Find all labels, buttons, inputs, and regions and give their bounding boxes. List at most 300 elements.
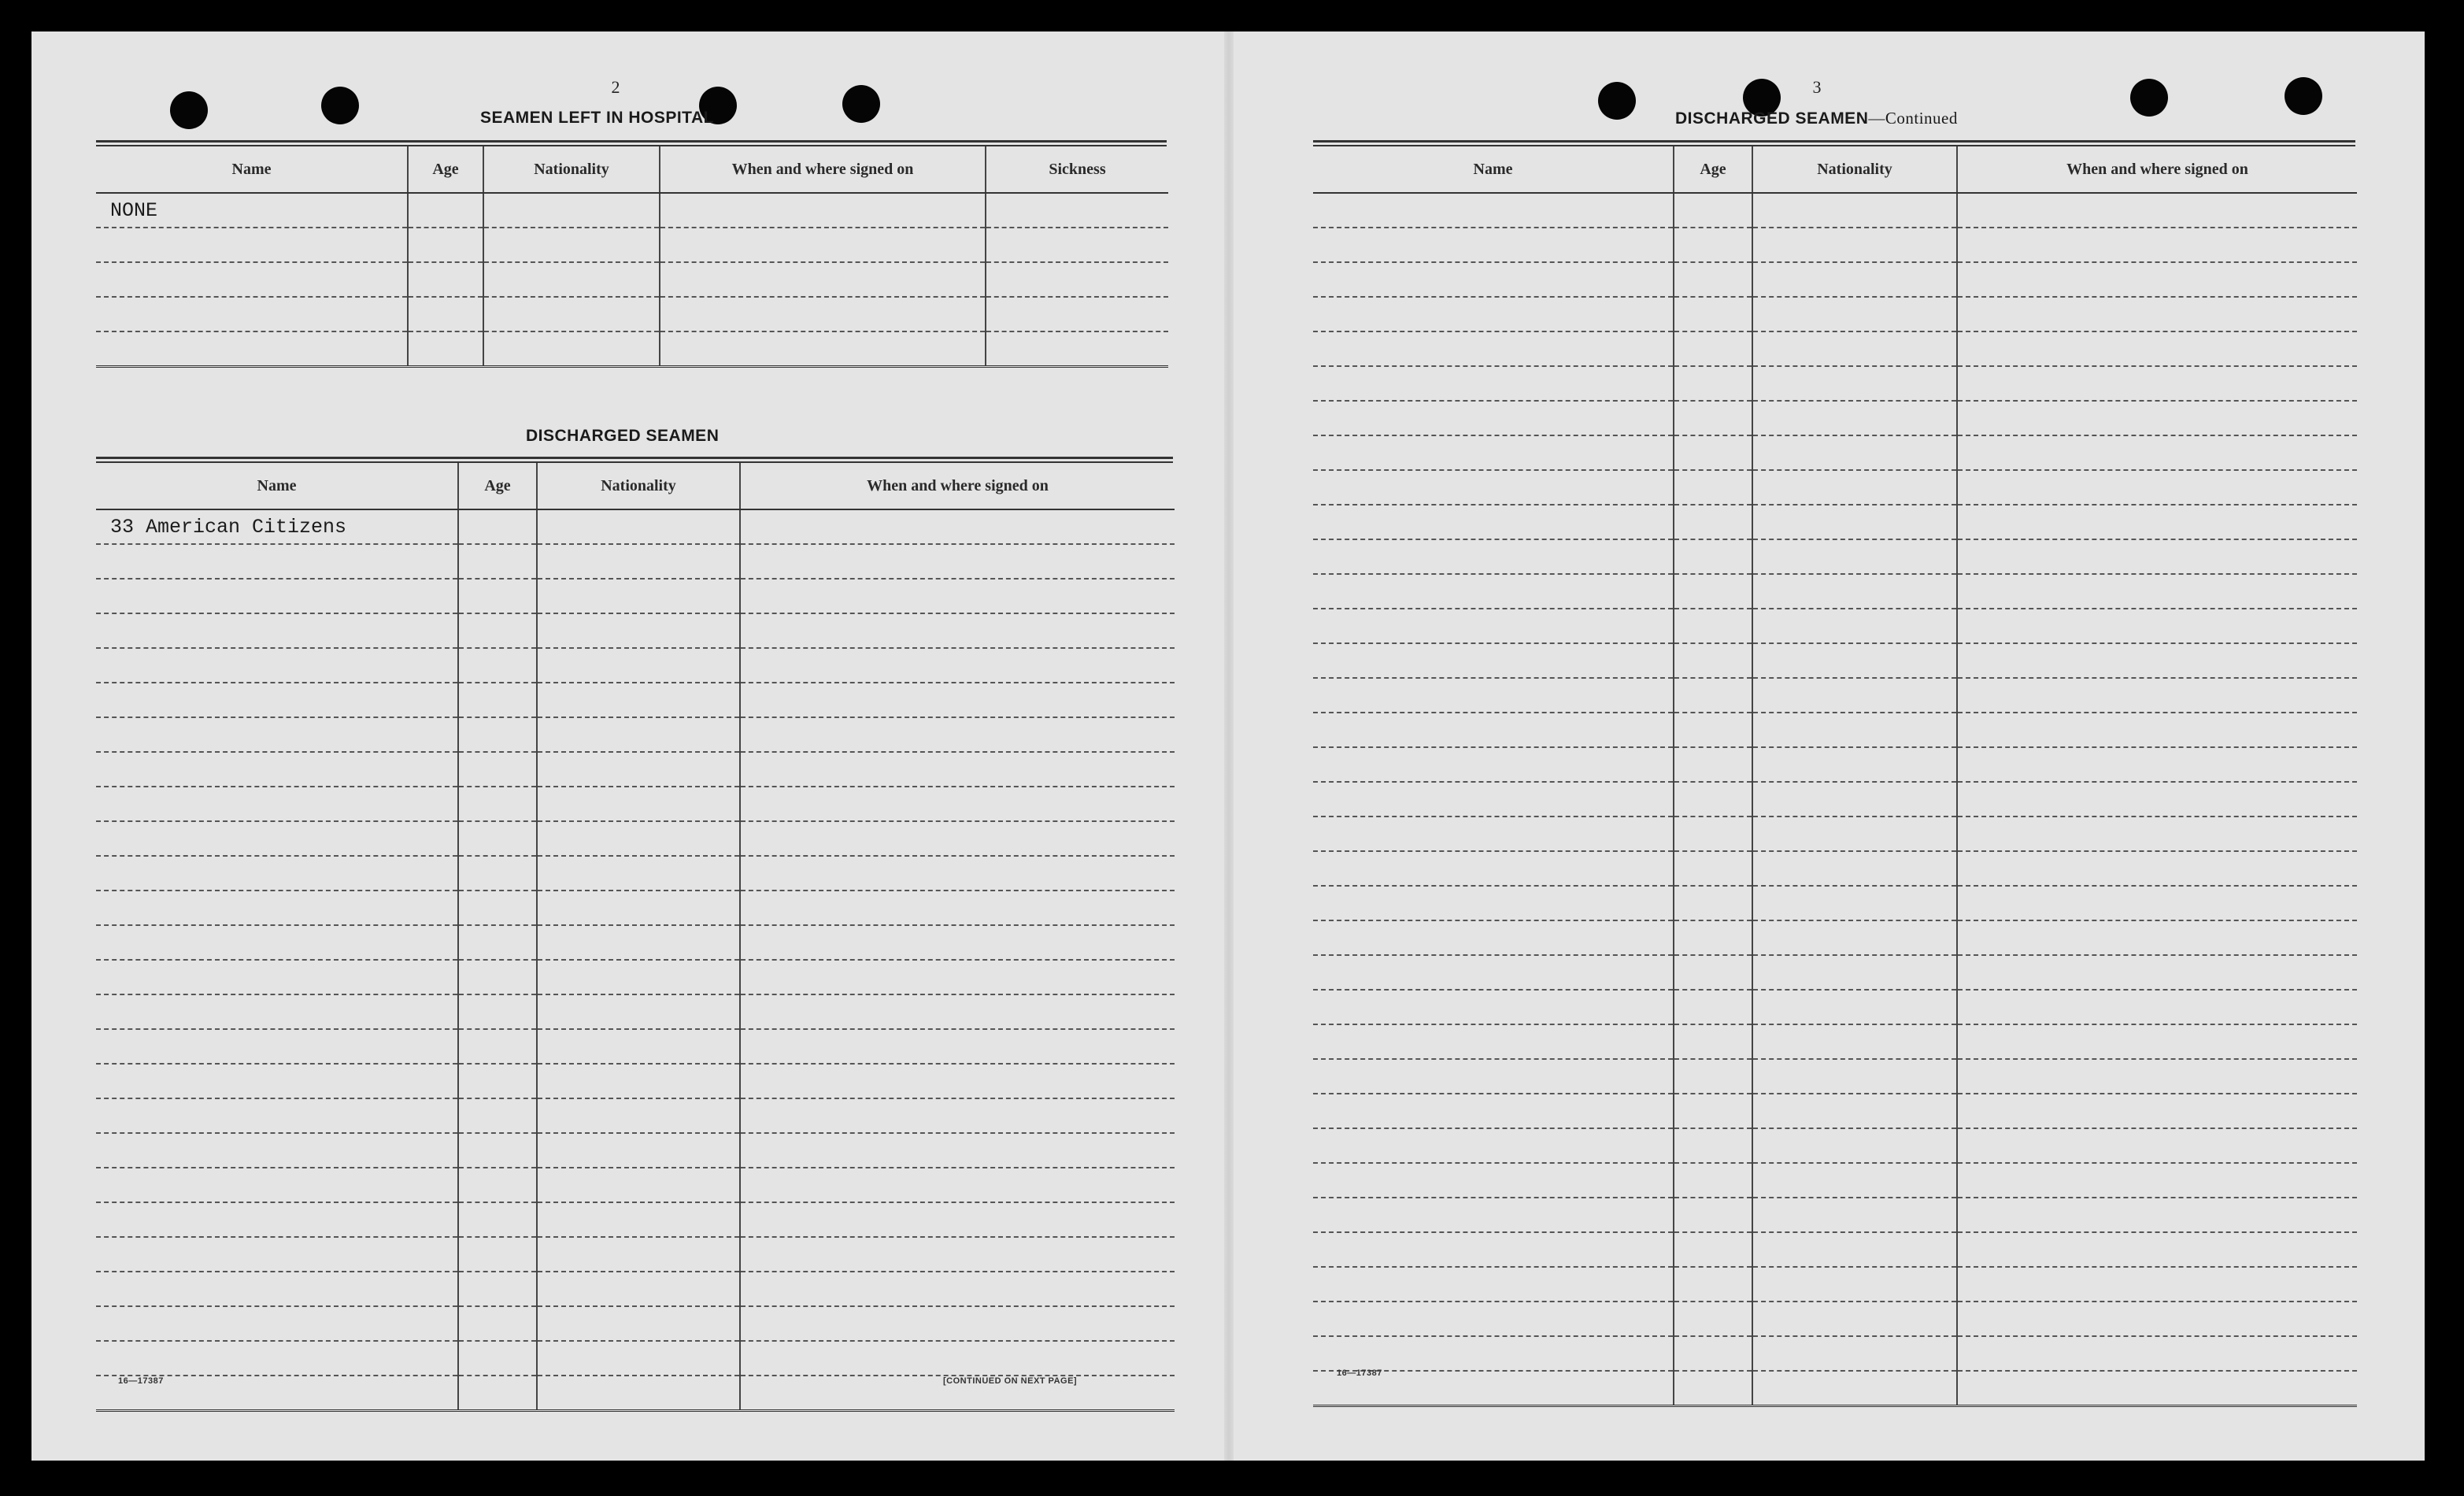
table-cell — [1752, 1336, 1957, 1371]
punch-hole — [1598, 82, 1636, 120]
column-header: Nationality — [1752, 146, 1957, 193]
table-cell — [96, 1341, 458, 1376]
table-cell — [96, 1098, 458, 1133]
table-cell — [458, 752, 537, 787]
hospital-section-title: SEAMEN LEFT IN HOSPITAL — [480, 109, 714, 127]
table-row — [1313, 990, 2357, 1024]
table-cell — [1957, 1302, 2357, 1336]
table-cell — [1957, 1267, 2357, 1302]
table-cell — [1313, 747, 1674, 782]
table-row — [1313, 851, 2357, 886]
table-cell — [740, 1168, 1175, 1202]
table-cell — [660, 262, 986, 297]
table-cell — [1674, 297, 1752, 331]
table-row — [96, 1272, 1175, 1306]
table-cell — [1752, 886, 1957, 920]
table-row — [1313, 1128, 2357, 1163]
table-cell — [1752, 643, 1957, 678]
table-cell — [96, 821, 458, 856]
table-cell — [1674, 539, 1752, 574]
table-cell — [1313, 505, 1674, 539]
table-cell — [1957, 1198, 2357, 1232]
table-cell — [458, 787, 537, 821]
table-cell — [740, 787, 1175, 821]
table-cell — [408, 331, 483, 367]
table-cell — [1957, 1059, 2357, 1094]
table-cell — [96, 262, 408, 297]
table-cell — [986, 228, 1168, 262]
table-cell — [537, 1029, 740, 1064]
title-rule — [96, 457, 1173, 463]
discharged-continued-title — [1675, 109, 1958, 128]
table-cell — [458, 1029, 537, 1064]
table-cell — [1313, 1198, 1674, 1232]
table-cell — [740, 648, 1175, 683]
table-cell — [1674, 643, 1752, 678]
table-cell — [740, 683, 1175, 717]
form-number: 16—17387 — [118, 1376, 164, 1386]
table-cell — [408, 228, 483, 262]
table-row — [1313, 401, 2357, 435]
table-cell — [1674, 401, 1752, 435]
table-cell — [458, 544, 537, 579]
table-cell — [537, 544, 740, 579]
table-row — [1313, 262, 2357, 297]
table-cell — [660, 331, 986, 367]
table-cell — [1957, 228, 2357, 262]
table-row — [1313, 228, 2357, 262]
table-cell — [740, 1133, 1175, 1168]
table-cell — [1674, 193, 1752, 228]
table-cell — [537, 787, 740, 821]
table-cell — [1313, 1024, 1674, 1059]
table-cell — [1752, 366, 1957, 401]
table-cell — [1674, 505, 1752, 539]
table-cell — [458, 1376, 537, 1411]
table-cell — [1674, 366, 1752, 401]
table-cell — [537, 752, 740, 787]
table-row — [96, 1341, 1175, 1376]
table-cell — [1674, 228, 1752, 262]
table-row — [96, 994, 1175, 1029]
table-cell — [1752, 747, 1957, 782]
table-row — [96, 960, 1175, 994]
table-cell — [740, 994, 1175, 1029]
table-cell — [1674, 1371, 1752, 1406]
table-cell — [740, 1306, 1175, 1341]
table-cell — [458, 1306, 537, 1341]
table-cell — [1313, 1094, 1674, 1128]
table-row — [1313, 435, 2357, 470]
table-cell — [537, 1341, 740, 1376]
title-continued: —Continued — [1868, 109, 1958, 128]
table-cell — [1313, 331, 1674, 366]
table-cell — [537, 891, 740, 925]
title-main: DISCHARGED SEAMEN — [1675, 109, 1869, 128]
table-row — [96, 509, 1175, 544]
punch-hole — [2285, 77, 2322, 115]
hospital-table — [96, 146, 1168, 368]
table-cell — [458, 994, 537, 1029]
table-row — [1313, 1232, 2357, 1267]
table-row — [96, 1202, 1175, 1237]
table-row — [96, 1064, 1175, 1098]
table-cell — [1957, 435, 2357, 470]
table-cell — [96, 891, 458, 925]
table-cell — [1313, 262, 1674, 297]
table-cell — [96, 613, 458, 648]
table-cell — [1313, 1163, 1674, 1198]
table-cell — [1752, 470, 1957, 505]
table-cell — [537, 856, 740, 891]
table-cell — [1674, 1232, 1752, 1267]
table-cell — [537, 509, 740, 544]
table-row — [1313, 331, 2357, 366]
table-cell — [96, 994, 458, 1029]
table-cell — [537, 925, 740, 960]
table-cell — [1957, 1163, 2357, 1198]
table-cell — [1752, 851, 1957, 886]
table-cell — [1674, 1163, 1752, 1198]
table-cell — [96, 1168, 458, 1202]
table-cell — [537, 579, 740, 613]
table-row — [1313, 643, 2357, 678]
table-cell — [1752, 1024, 1957, 1059]
table-cell — [1674, 886, 1752, 920]
table-cell — [96, 1306, 458, 1341]
table-cell — [1957, 990, 2357, 1024]
table-cell — [96, 1272, 458, 1306]
table-cell — [1957, 1024, 2357, 1059]
table-cell — [96, 331, 408, 367]
table-row — [1313, 747, 2357, 782]
table-cell — [1313, 401, 1674, 435]
page-number: 2 — [611, 77, 620, 97]
table-cell — [1752, 539, 1957, 574]
table-row — [96, 228, 1168, 262]
table-cell — [483, 262, 660, 297]
form-number: 16—17387 — [1337, 1368, 1382, 1378]
column-header: Age — [408, 146, 483, 193]
table-cell — [1752, 574, 1957, 609]
table-row — [1313, 609, 2357, 643]
table-cell — [660, 193, 986, 228]
table-row — [1313, 297, 2357, 331]
table-cell — [1674, 470, 1752, 505]
table-cell — [1313, 1232, 1674, 1267]
table-row — [96, 891, 1175, 925]
table-cell — [1313, 228, 1674, 262]
table-row — [96, 821, 1175, 856]
table-cell — [1957, 782, 2357, 817]
table-cell — [537, 648, 740, 683]
table-cell — [660, 297, 986, 331]
table-cell — [483, 331, 660, 367]
table-cell — [96, 648, 458, 683]
table-cell — [1957, 1232, 2357, 1267]
table-cell — [96, 1202, 458, 1237]
table-cell — [1957, 747, 2357, 782]
table-row — [1313, 1302, 2357, 1336]
continued-note: [CONTINUED ON NEXT PAGE] — [943, 1376, 1078, 1386]
table-cell — [96, 717, 458, 752]
page-number: 3 — [1812, 77, 1822, 97]
left-page — [31, 31, 1228, 1461]
table-cell — [1752, 1232, 1957, 1267]
table-row — [96, 683, 1175, 717]
column-header: Age — [1674, 146, 1752, 193]
table-cell — [1674, 678, 1752, 713]
column-header: Name — [96, 146, 408, 193]
table-cell — [1752, 262, 1957, 297]
table-row — [1313, 1267, 2357, 1302]
column-header: When and where signed on — [740, 463, 1175, 509]
table-cell — [458, 1098, 537, 1133]
table-row — [96, 1029, 1175, 1064]
table-row — [96, 544, 1175, 579]
table-cell — [1313, 782, 1674, 817]
table-cell — [1957, 643, 2357, 678]
table-cell — [1957, 1336, 2357, 1371]
table-cell — [1674, 1302, 1752, 1336]
table-cell — [740, 856, 1175, 891]
table-row — [1313, 886, 2357, 920]
table-cell — [96, 544, 458, 579]
table-row — [96, 331, 1168, 367]
table-cell — [458, 856, 537, 891]
table-cell — [1313, 470, 1674, 505]
table-cell — [1674, 262, 1752, 297]
table-cell — [458, 1341, 537, 1376]
table-cell — [1313, 1302, 1674, 1336]
table-cell — [1313, 851, 1674, 886]
table-cell — [1313, 643, 1674, 678]
table-row — [1313, 920, 2357, 955]
table-cell — [1752, 817, 1957, 851]
table-row — [1313, 1094, 2357, 1128]
table-cell — [1957, 470, 2357, 505]
table-row — [1313, 366, 2357, 401]
table-cell — [1957, 851, 2357, 886]
table-cell — [458, 683, 537, 717]
table-cell — [1752, 297, 1957, 331]
table-cell — [537, 1064, 740, 1098]
table-cell — [660, 228, 986, 262]
right-page — [1228, 31, 2425, 1461]
table-cell — [1752, 609, 1957, 643]
document-scan — [31, 31, 2425, 1461]
table-cell — [537, 1237, 740, 1272]
table-cell — [1957, 920, 2357, 955]
table-row — [96, 193, 1168, 228]
table-cell — [1752, 782, 1957, 817]
table-cell — [96, 228, 408, 262]
table-cell — [986, 331, 1168, 367]
table-cell — [96, 960, 458, 994]
table-row — [96, 648, 1175, 683]
table-row — [96, 752, 1175, 787]
discharged-table — [96, 463, 1175, 1412]
table-cell — [458, 1237, 537, 1272]
table-cell — [1674, 817, 1752, 851]
table-cell — [458, 1272, 537, 1306]
table-cell — [740, 1029, 1175, 1064]
table-row — [1313, 1059, 2357, 1094]
table-row — [96, 1237, 1175, 1272]
table-cell — [1674, 851, 1752, 886]
table-cell — [1752, 1059, 1957, 1094]
table-cell — [537, 960, 740, 994]
table-cell — [96, 1133, 458, 1168]
table-cell — [1752, 678, 1957, 713]
table-cell: NONE — [96, 193, 408, 228]
table-cell — [740, 1202, 1175, 1237]
table-cell — [1752, 505, 1957, 539]
table-cell — [1313, 886, 1674, 920]
table-cell — [740, 925, 1175, 960]
table-cell — [740, 1098, 1175, 1133]
table-cell — [483, 297, 660, 331]
table-cell — [483, 193, 660, 228]
table-row — [1313, 1371, 2357, 1406]
table-cell — [96, 856, 458, 891]
table-cell — [1674, 1128, 1752, 1163]
table-cell — [1957, 539, 2357, 574]
table-cell — [537, 821, 740, 856]
table-cell — [1957, 678, 2357, 713]
table-cell — [1752, 1094, 1957, 1128]
table-row — [96, 925, 1175, 960]
column-header: When and where signed on — [1957, 146, 2357, 193]
table-cell — [1674, 955, 1752, 990]
table-cell — [1313, 297, 1674, 331]
column-header: Age — [458, 463, 537, 509]
table-cell — [1957, 401, 2357, 435]
table-cell — [96, 683, 458, 717]
table-cell — [740, 821, 1175, 856]
table-row — [96, 1098, 1175, 1133]
table-cell — [1313, 713, 1674, 747]
table-cell — [458, 509, 537, 544]
punch-hole — [2130, 79, 2168, 117]
table-cell — [1674, 747, 1752, 782]
table-cell — [1313, 1267, 1674, 1302]
table-cell — [986, 297, 1168, 331]
table-row — [1313, 1024, 2357, 1059]
table-cell — [483, 228, 660, 262]
table-cell — [458, 925, 537, 960]
table-cell — [458, 1168, 537, 1202]
table-cell — [1674, 1198, 1752, 1232]
table-cell — [1752, 228, 1957, 262]
table-cell — [740, 1064, 1175, 1098]
table-cell — [96, 787, 458, 821]
table-cell — [740, 960, 1175, 994]
table-cell — [458, 960, 537, 994]
table-cell — [1313, 955, 1674, 990]
table-cell — [1674, 1024, 1752, 1059]
table-row — [1313, 505, 2357, 539]
table-cell — [1313, 1059, 1674, 1094]
table-cell — [1957, 331, 2357, 366]
table-row — [1313, 1336, 2357, 1371]
table-cell — [1313, 574, 1674, 609]
table-cell — [1313, 990, 1674, 1024]
table-cell — [458, 821, 537, 856]
table-cell — [96, 752, 458, 787]
table-row — [96, 262, 1168, 297]
table-cell — [537, 1133, 740, 1168]
table-cell — [1957, 262, 2357, 297]
table-cell — [1674, 1059, 1752, 1094]
table-cell — [537, 1376, 740, 1411]
table-cell — [740, 1237, 1175, 1272]
table-cell — [1674, 990, 1752, 1024]
table-cell — [537, 994, 740, 1029]
table-row — [1313, 539, 2357, 574]
table-cell — [458, 1064, 537, 1098]
table-row — [96, 1168, 1175, 1202]
table-cell — [1674, 331, 1752, 366]
column-header: Name — [96, 463, 458, 509]
discharged-continued-table — [1313, 146, 2357, 1407]
table-cell — [1752, 990, 1957, 1024]
table-cell — [1752, 955, 1957, 990]
table-cell — [1957, 366, 2357, 401]
table-cell — [1674, 920, 1752, 955]
table-row — [1313, 817, 2357, 851]
table-cell — [1313, 539, 1674, 574]
table-cell — [740, 717, 1175, 752]
table-cell — [96, 1029, 458, 1064]
table-cell — [537, 1098, 740, 1133]
punch-hole — [321, 87, 359, 124]
table-cell — [458, 891, 537, 925]
table-cell — [96, 1064, 458, 1098]
table-cell — [96, 579, 458, 613]
table-cell — [1752, 193, 1957, 228]
table-cell — [1752, 1371, 1957, 1406]
table-cell — [1957, 193, 2357, 228]
table-row — [1313, 713, 2357, 747]
table-cell — [458, 648, 537, 683]
table-cell — [1957, 1094, 2357, 1128]
table-row — [1313, 1163, 2357, 1198]
table-cell — [537, 1306, 740, 1341]
table-row — [96, 856, 1175, 891]
table-cell — [96, 297, 408, 331]
table-cell — [740, 1272, 1175, 1306]
table-cell — [1752, 401, 1957, 435]
table-cell — [537, 613, 740, 648]
table-cell — [1957, 609, 2357, 643]
table-cell — [1674, 1336, 1752, 1371]
table-cell — [740, 509, 1175, 544]
table-cell — [408, 262, 483, 297]
table-cell — [1674, 1094, 1752, 1128]
table-cell — [1957, 886, 2357, 920]
table-cell — [1752, 435, 1957, 470]
table-row — [1313, 193, 2357, 228]
punch-hole — [170, 91, 208, 129]
table-cell — [1313, 609, 1674, 643]
table-cell — [1674, 574, 1752, 609]
table-cell — [1313, 1128, 1674, 1163]
table-cell — [537, 1168, 740, 1202]
table-cell — [1957, 713, 2357, 747]
table-row — [1313, 955, 2357, 990]
column-header: Sickness — [986, 146, 1168, 193]
